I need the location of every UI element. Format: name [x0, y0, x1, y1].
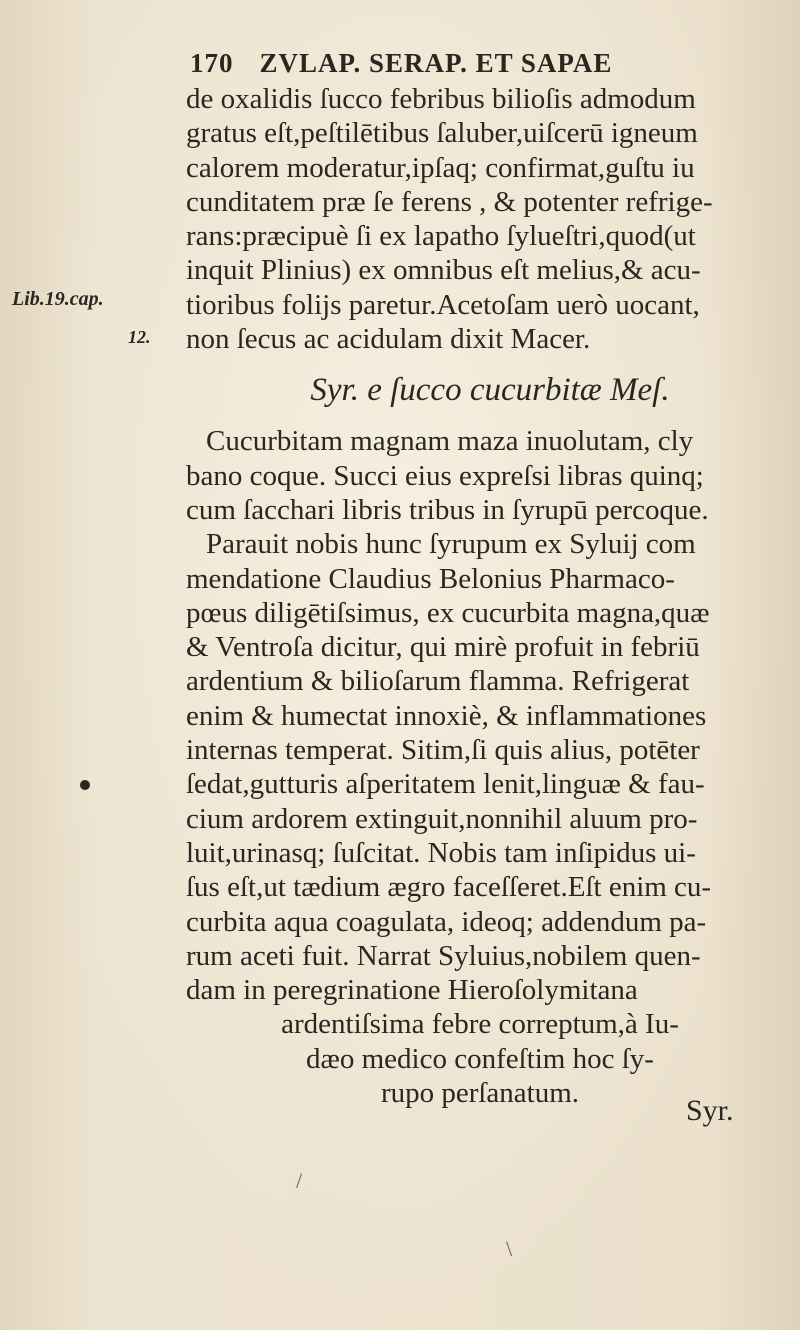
margin-note-line: 12. — [128, 327, 151, 347]
text-line: cum ſacchari libris tribus in ſyrupū percoque. — [186, 493, 709, 526]
stray-mark: / — [296, 1168, 303, 1193]
text-line: pœus diligētiſsimus, ex cucurbita magna,quæ — [186, 596, 710, 629]
text-line: gratus eſt,peſtilētibus ſaluber,uiſcerū igneum — [186, 117, 698, 150]
page-number: 170 — [190, 48, 234, 78]
text-line: ſus eſt,ut tædium ægro faceſſeret.Eſt enim cu- — [186, 871, 712, 904]
paragraph — [186, 424, 774, 527]
text-line: tioribus folijs paretur.Acetoſam uerò uocant, — [186, 288, 700, 321]
text-line: non ſecus ac acidulam dixit Macer. — [186, 323, 591, 356]
text-line: dam in peregrinatione Hieroſolymitana — [186, 974, 638, 1007]
text-line: de oxalidis ſucco febribus bilioſis admodum — [186, 83, 696, 115]
text-line: Cucurbitam magnam maza inuolutam, cly — [206, 425, 694, 458]
text-line: cunditatem præ ſe ferens , & potenter refrige- — [186, 185, 713, 218]
text-line: luit,urinasq; ſuſcitat. Nobis tam inſipidus ui- — [186, 836, 696, 869]
text-line: calorem moderatur,ipſaq; confirmat,guſtu iu — [186, 151, 695, 184]
running-title: ZVLAP. SERAP. ET SAPAE — [259, 48, 613, 78]
paragraph — [186, 82, 774, 356]
text-line: internas temperat. Sitim,ſi quis alius, potēter — [186, 734, 700, 767]
text-line: dæo medico confeſtim hoc ſy- — [306, 1042, 654, 1075]
section-heading: Syr. e ſucco cucurbitæ Meſ. — [310, 372, 670, 409]
text-line: rans:præcipuè ſi ex lapatho ſylueſtri,quod(ut — [186, 220, 696, 253]
ink-spot — [80, 780, 90, 790]
text-line: mendatione Claudius Belonius Pharmaco- — [186, 562, 675, 595]
text-line: cium ardorem extinguit,nonnihil aluum pro- — [186, 802, 698, 835]
main-text-block — [186, 82, 774, 1110]
margin-note-line: Lib.19.cap. — [12, 288, 104, 310]
text-line: rupo perſanatum. — [380, 1077, 580, 1110]
text-line: & Ventroſa dicitur, qui mirè profuit in febriū — [186, 631, 700, 664]
text-line: bano coque. Succi eius expreſsi libras quinq; — [186, 459, 704, 492]
text-line: Parauit nobis hunc ſyrupum ex Syluij com — [206, 528, 696, 561]
margin-note — [12, 280, 182, 356]
text-line: enim & humectat innoxiè, & inflammationes — [186, 699, 707, 732]
catchword: Syr. — [686, 1094, 734, 1127]
text-line: rum aceti fuit. Narrat Syluius,nobilem quen- — [186, 939, 701, 972]
text-line: inquit Plinius) ex omnibus eſt melius,& acu- — [186, 254, 701, 287]
stray-mark: \ — [506, 1236, 513, 1261]
text-line: ardentium & bilioſarum flamma. Refrigerat — [186, 665, 690, 698]
text-line: ardentiſsima febre correptum,à Iu- — [281, 1008, 679, 1041]
text-line: curbita aqua coagulata, ideoq; addendum pa- — [186, 905, 707, 938]
text-line: ſedat,gutturis aſperitatem lenit,linguæ & fau- — [186, 768, 705, 801]
paragraph — [186, 527, 774, 1110]
